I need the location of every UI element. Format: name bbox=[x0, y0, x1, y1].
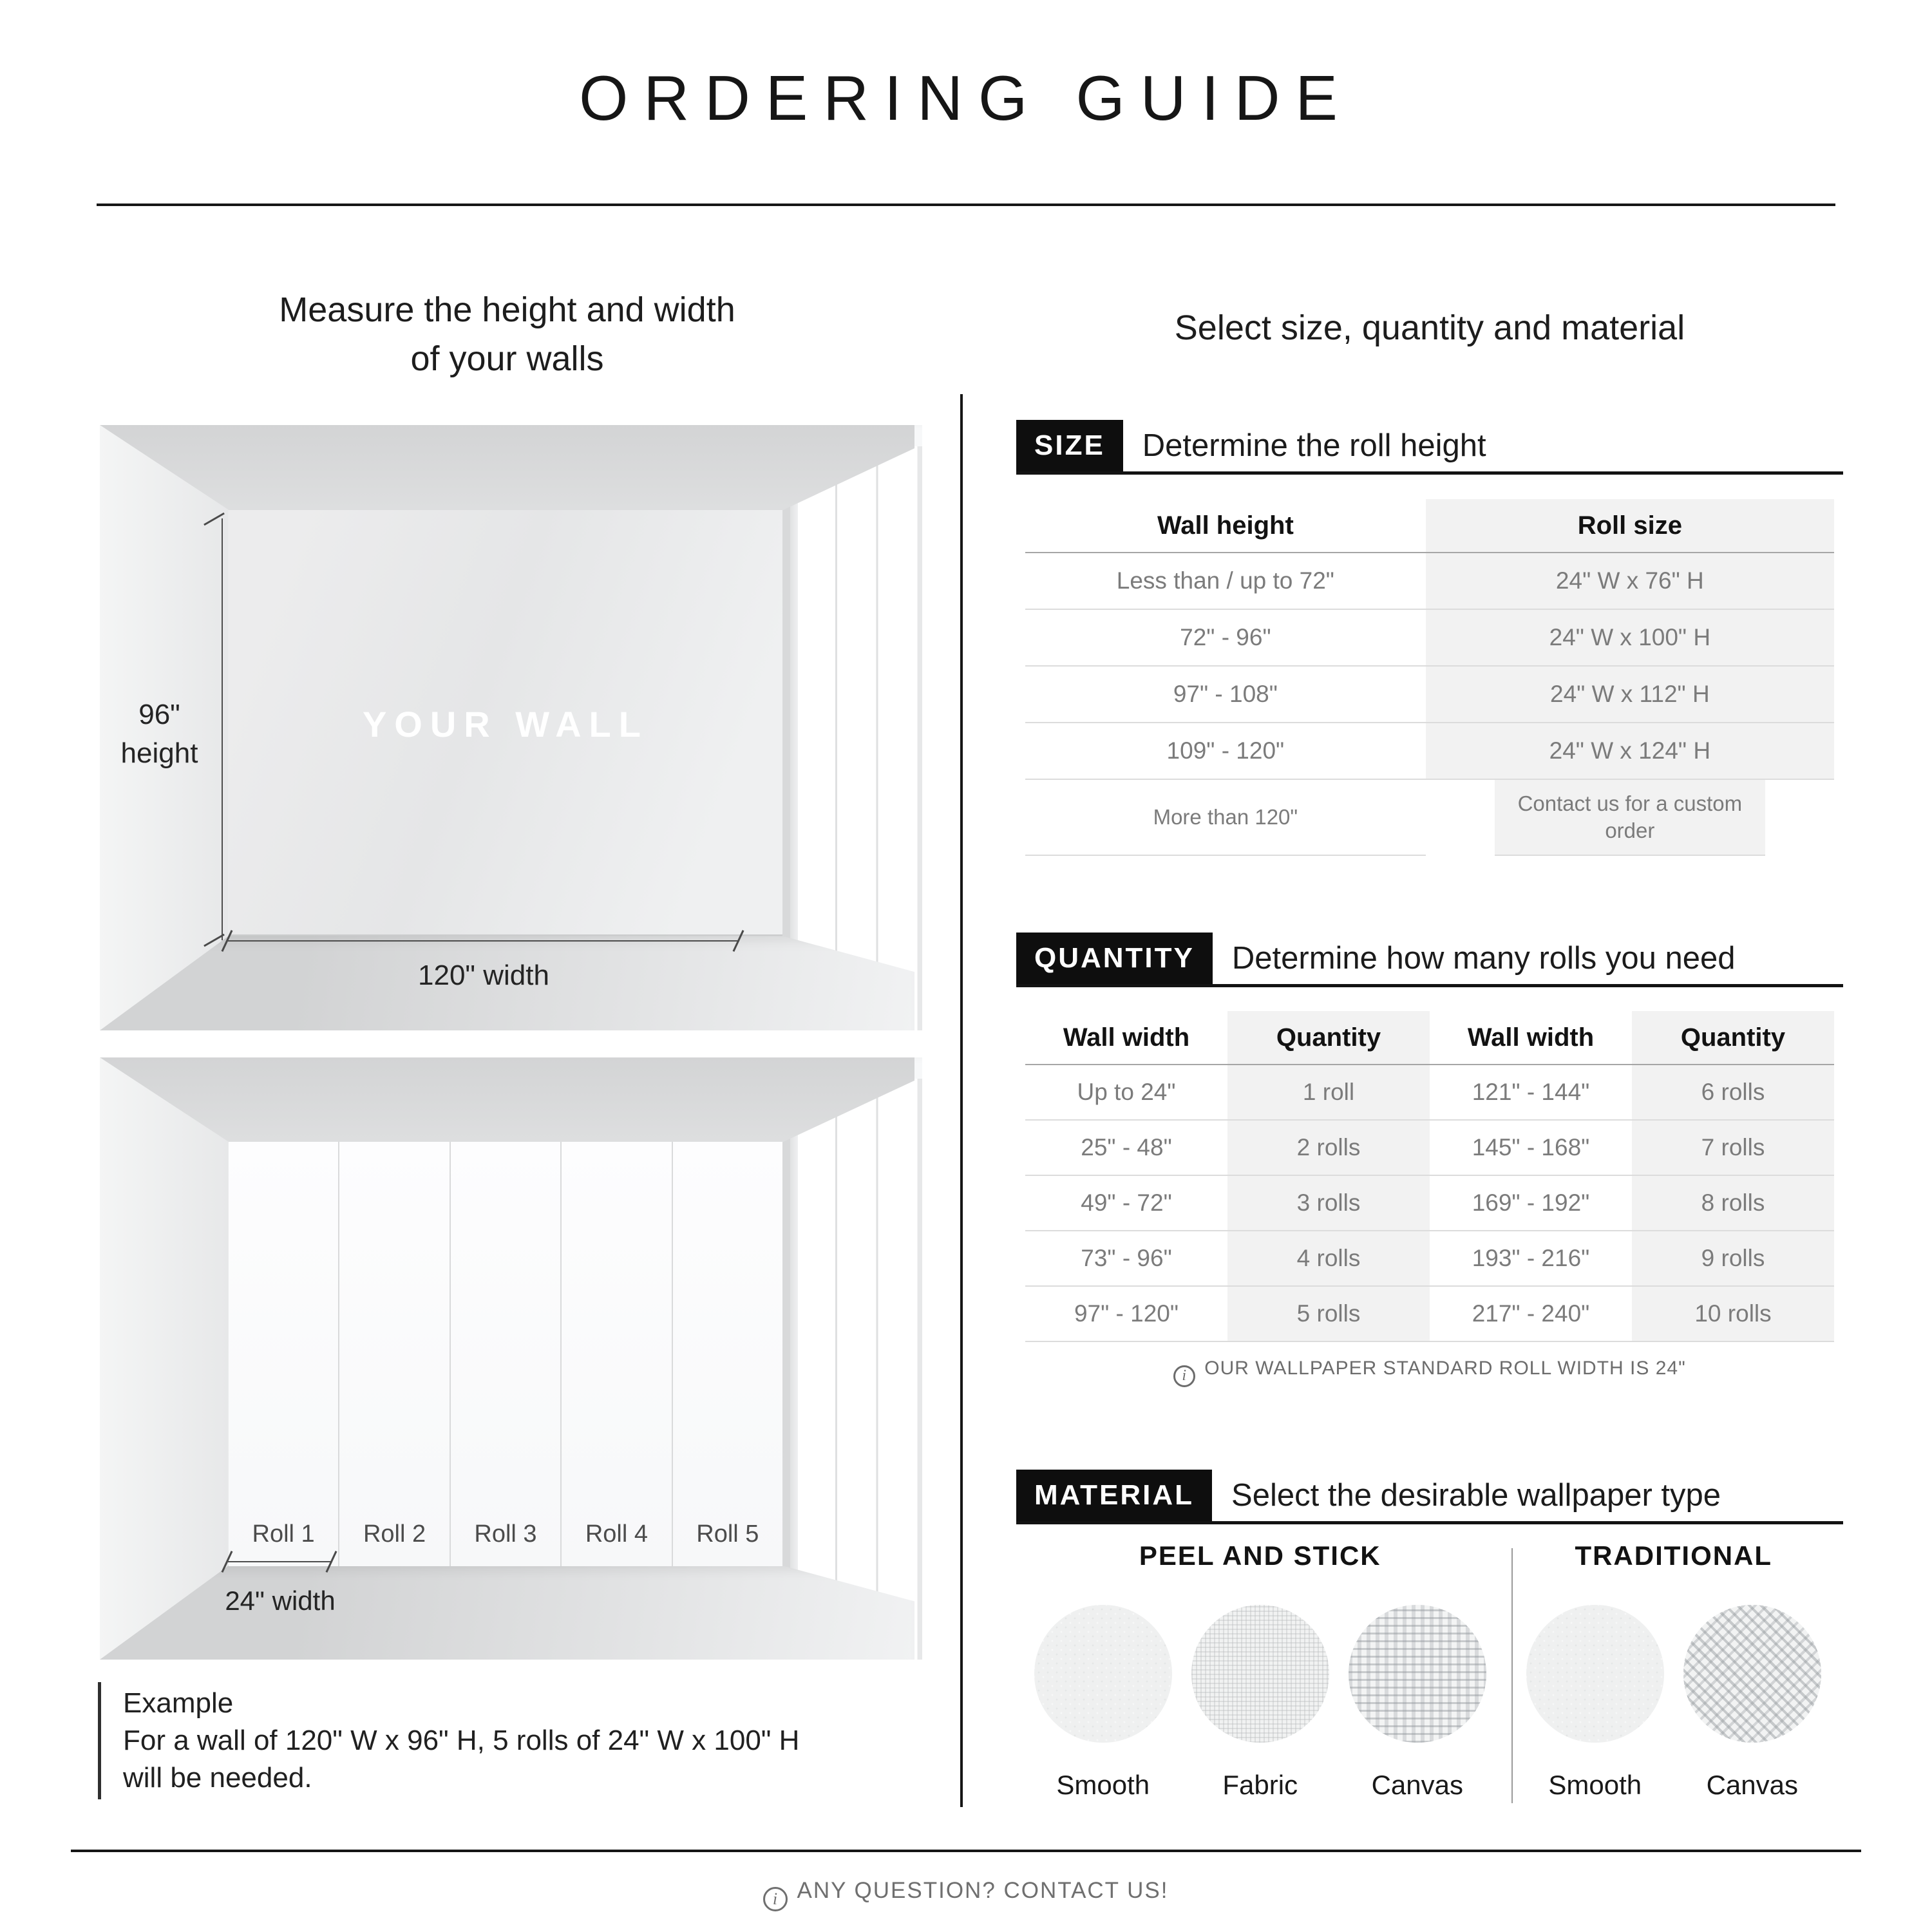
example-line2: will be needed. bbox=[123, 1762, 312, 1794]
height-value: 96" bbox=[138, 699, 180, 730]
roll-panels bbox=[229, 1142, 782, 1566]
height-dimension-line bbox=[222, 518, 223, 940]
roll-panel bbox=[451, 1142, 562, 1566]
swatch-label: Canvas bbox=[1706, 1770, 1798, 1800]
footer-text: ANY QUESTION? CONTACT US! bbox=[797, 1878, 1169, 1903]
info-icon: i bbox=[1173, 1365, 1195, 1387]
footer-note bbox=[0, 1878, 1932, 1911]
size-table-cell: 72" - 96" bbox=[1025, 610, 1426, 667]
select-heading: Select size, quantity and material bbox=[1174, 308, 1685, 347]
qty-table-cell: 97" - 120" bbox=[1025, 1287, 1227, 1342]
material-group-title: TRADITIONAL bbox=[1575, 1540, 1773, 1571]
qty-table-cell: 2 rolls bbox=[1227, 1121, 1430, 1176]
width-dimension-line bbox=[228, 940, 739, 942]
measure-heading bbox=[100, 285, 914, 383]
quantity-tag: QUANTITY bbox=[1016, 933, 1213, 984]
window-panes bbox=[798, 1079, 922, 1660]
qty-table-cell: 49" - 72" bbox=[1025, 1176, 1227, 1231]
qty-table-cell: 5 rolls bbox=[1227, 1287, 1430, 1342]
swatch-row bbox=[1016, 1605, 1504, 1801]
material-group-divider bbox=[1511, 1548, 1513, 1803]
example-note bbox=[98, 1682, 799, 1799]
window-illustration bbox=[782, 1057, 922, 1660]
qty-table-cell: 25" - 48" bbox=[1025, 1121, 1227, 1176]
qty-header-wall-width-1: Wall width bbox=[1025, 1011, 1227, 1065]
size-table-cell: Less than / up to 72" bbox=[1025, 553, 1426, 610]
size-table-header-wall-height: Wall height bbox=[1025, 499, 1426, 553]
qty-header-wall-width-2: Wall width bbox=[1430, 1011, 1632, 1065]
qty-table-cell: Up to 24" bbox=[1025, 1065, 1227, 1121]
qty-table-cell: 1 roll bbox=[1227, 1065, 1430, 1121]
qty-table-cell: 6 rolls bbox=[1632, 1065, 1834, 1121]
material-group-peel-and-stick bbox=[1016, 1540, 1504, 1801]
room-illustration-rolls bbox=[100, 1057, 914, 1660]
roll-width-note-text: OUR WALLPAPER STANDARD ROLL WIDTH IS 24" bbox=[1204, 1358, 1686, 1379]
roll-label: Roll 2 bbox=[363, 1520, 426, 1548]
width-dimension-label: 120" width bbox=[418, 960, 549, 991]
size-subtitle: Determine the roll height bbox=[1142, 428, 1486, 463]
qty-table-cell: 73" - 96" bbox=[1025, 1231, 1227, 1287]
roll-width-dimension-line bbox=[228, 1561, 332, 1562]
swatch-circle-canvas bbox=[1683, 1605, 1821, 1743]
column-divider bbox=[960, 394, 963, 1807]
size-section-header bbox=[1016, 420, 1843, 475]
qty-header-quantity-2: Quantity bbox=[1632, 1011, 1834, 1065]
qty-table-cell: 4 rolls bbox=[1227, 1231, 1430, 1287]
size-table-cell: 109" - 120" bbox=[1025, 723, 1426, 780]
qty-table-cell: 169" - 192" bbox=[1430, 1176, 1632, 1231]
size-tag: SIZE bbox=[1016, 420, 1123, 471]
height-dimension-label bbox=[100, 696, 219, 773]
qty-table-cell: 193" - 216" bbox=[1430, 1231, 1632, 1287]
qty-table-cell: 217" - 240" bbox=[1430, 1287, 1632, 1342]
swatch-label: Smooth bbox=[1056, 1770, 1150, 1800]
qty-table-cell: 3 rolls bbox=[1227, 1176, 1430, 1231]
size-table-cell: More than 120" bbox=[1025, 780, 1426, 856]
roll-width-dimension-label: 24" width bbox=[225, 1586, 336, 1616]
quantity-section-header bbox=[1016, 933, 1843, 987]
qty-table-cell: 145" - 168" bbox=[1430, 1121, 1632, 1176]
qty-table-cell: 10 rolls bbox=[1632, 1287, 1834, 1342]
quantity-table bbox=[1025, 1011, 1834, 1342]
size-table bbox=[1025, 499, 1834, 856]
material-section-header bbox=[1016, 1470, 1843, 1524]
roll-panel bbox=[562, 1142, 672, 1566]
example-line1: For a wall of 120" W x 96" H, 5 rolls of 24" W x 100" H bbox=[123, 1725, 800, 1756]
size-table-cell: 97" - 108" bbox=[1025, 667, 1426, 723]
material-swatch bbox=[1191, 1605, 1329, 1801]
material-group-title: PEEL AND STICK bbox=[1139, 1540, 1381, 1571]
swatch-circle-canvas bbox=[1349, 1605, 1486, 1743]
swatch-row bbox=[1504, 1605, 1843, 1801]
window-illustration bbox=[782, 425, 922, 1030]
roll-label: Roll 3 bbox=[474, 1520, 537, 1548]
material-swatch bbox=[1034, 1605, 1172, 1801]
qty-table-cell: 7 rolls bbox=[1632, 1121, 1834, 1176]
material-group-traditional bbox=[1504, 1540, 1843, 1801]
size-table-cell: 24" W x 100" H bbox=[1426, 610, 1834, 667]
roll-panel bbox=[229, 1142, 339, 1566]
size-table-cell: 24" W x 124" H bbox=[1426, 723, 1834, 780]
room-illustration-empty-wall bbox=[100, 425, 914, 1030]
material-swatch bbox=[1683, 1605, 1821, 1801]
window-panes bbox=[798, 446, 922, 1030]
qty-table-cell: 121" - 144" bbox=[1430, 1065, 1632, 1121]
material-tag: MATERIAL bbox=[1016, 1470, 1212, 1521]
height-word: height bbox=[120, 737, 198, 769]
swatch-label: Canvas bbox=[1371, 1770, 1463, 1800]
quantity-subtitle: Determine how many rolls you need bbox=[1231, 941, 1736, 976]
size-table-header-roll-size: Roll size bbox=[1426, 499, 1834, 553]
size-table-cell: 24" W x 76" H bbox=[1426, 553, 1834, 610]
qty-header-quantity-1: Quantity bbox=[1227, 1011, 1430, 1065]
size-table-cell: 24" W x 112" H bbox=[1426, 667, 1834, 723]
roll-panel bbox=[673, 1142, 782, 1566]
measure-heading-line2: of your walls bbox=[410, 339, 604, 378]
qty-table-cell: 9 rolls bbox=[1632, 1231, 1834, 1287]
swatch-circle-smooth bbox=[1034, 1605, 1172, 1743]
measure-heading-line1: Measure the height and width bbox=[279, 290, 735, 329]
swatch-circle-fabric bbox=[1191, 1605, 1329, 1743]
swatch-label: Fabric bbox=[1222, 1770, 1298, 1800]
material-swatch bbox=[1349, 1605, 1486, 1801]
info-icon: i bbox=[763, 1887, 788, 1911]
room-left-wall bbox=[100, 1057, 229, 1660]
material-swatch bbox=[1526, 1605, 1664, 1801]
roll-label: Roll 5 bbox=[696, 1520, 759, 1548]
swatch-circle-smooth bbox=[1526, 1605, 1664, 1743]
footer-rule bbox=[71, 1850, 1861, 1852]
size-table-cell: Contact us for a custom order bbox=[1495, 780, 1765, 856]
qty-table-cell: 8 rolls bbox=[1632, 1176, 1834, 1231]
page-title: ORDERING GUIDE bbox=[579, 62, 1353, 133]
material-subtitle: Select the desirable wallpaper type bbox=[1231, 1478, 1721, 1513]
swatch-label: Smooth bbox=[1548, 1770, 1642, 1800]
roll-width-note bbox=[1016, 1358, 1843, 1387]
your-wall-label: YOUR WALL bbox=[362, 704, 649, 745]
example-title: Example bbox=[123, 1687, 234, 1719]
roll-label: Roll 4 bbox=[585, 1520, 648, 1548]
roll-panel bbox=[339, 1142, 450, 1566]
material-groups bbox=[1016, 1540, 1843, 1801]
title-divider-rule bbox=[97, 204, 1835, 206]
roll-label: Roll 1 bbox=[252, 1520, 315, 1548]
